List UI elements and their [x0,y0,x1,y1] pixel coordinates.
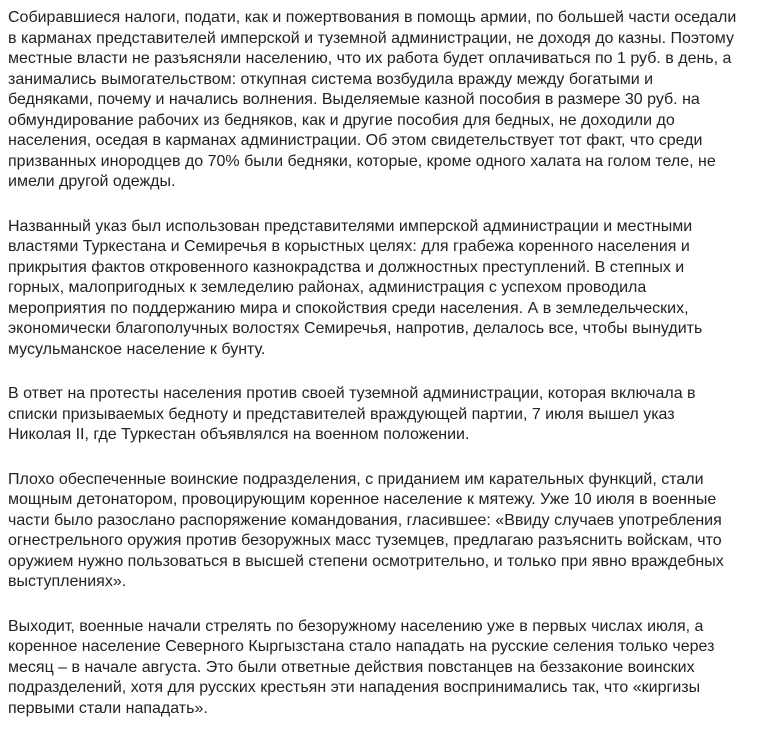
text-line: бедняками, почему и начались волнения. Выделяемые казной пособия в размере 30 руб. на [8,91,700,108]
text-line: В ответ на протесты населения против своей туземной администрации, которая включала в [8,385,696,402]
text-line: Выходит, военные начали стрелять по безоружному населению уже в первых числах июля, а [8,617,704,635]
paragraph-martial-law [8,384,748,446]
text-line: подразделений, хотя для русских крестьян эти нападения воспринимались так, что «киргизы [8,679,701,696]
text-line: Плохо обеспеченные воинские подразделения, с приданием им карательных функций, стали [8,470,704,488]
text-line: горных, малопригодных к земледелию районах, администрация с успехом проводила [8,279,647,296]
text-line: огнестрельного оружия против безоружных масс туземцев, предлагаю разъяснить войскам, что [8,532,722,549]
text-line: экономически благополучных волостях Семиречья, напротив, делалось все, чтобы вынудить [8,320,703,337]
text-line: первыми стали нападать». [8,699,208,717]
paragraph-taxes [8,8,748,193]
text-line: коренное население Северного Кыргызстана стало нападать на русские селения только через [8,638,715,655]
text-line: имели другой одежды. [8,173,176,190]
text-line: Названный указ был использован представителями имперской администрации и местными [8,217,693,235]
text-line: месяц – в начале августа. Это были ответные действия повстанцев на беззаконие воинских [8,658,695,676]
text-line: оружием нужно пользоваться в высшей степени осмотрительно, и только при явно враждебных [8,552,724,570]
text-line: Николая II, где Туркестан объявлялся на военном положении. [8,426,470,443]
text-line: мусульманское население к бунту. [8,340,266,358]
text-line: обмундирование рабочих из бедняков, как и другие пособия для бедных, не доходили до [8,111,675,129]
text-line: населения, оседая в карманах администрации. Об этом свидетельствует тот факт, что среди [8,132,703,149]
paragraph-decree-usage [8,217,748,361]
text-line: прикрытия фактов откровенного казнокрадства и должностных преступлений. В степных и [8,258,685,276]
text-line: мощным детонатором, провоцирующим коренное население к мятежу. Уже 10 июля в военные [8,491,717,508]
text-line: мероприятия по поддержанию мира и спокойствия среди населения. А в земледельческих, [8,299,689,317]
paragraph-conclusion [8,617,748,720]
text-line: призванных инородцев до 70% были бедняки, которые, кроме одного халата на голом теле, не [8,152,716,170]
text-line: выступлениях». [8,573,127,590]
article-body [8,8,748,743]
text-line: местные власти не разъясняли населению, что их работа будет оплачиваться по 1 руб. в день, а [8,50,732,67]
text-line: Собиравшиеся налоги, подати, как и пожертвования в помощь армии, по большей части оседали [8,9,737,26]
paragraph-military-units [8,470,748,593]
text-line: властями Туркестана и Семиречья в корыстных целях: для грабежа коренного населения и [8,238,690,255]
text-line: занимались вымогательством: откупная система возбудила вражду между богатыми и [8,70,654,88]
text-line: части было разослано распоряжение командования, гласившее: «Ввиду случаев употребления [8,511,722,529]
text-line: списки призываемых бедноту и представителей враждующей партии, 7 июля вышел указ [8,405,675,423]
text-line: в карманах представителей имперской и туземной администрации, не доходя до казны. Поэтому [8,29,734,47]
